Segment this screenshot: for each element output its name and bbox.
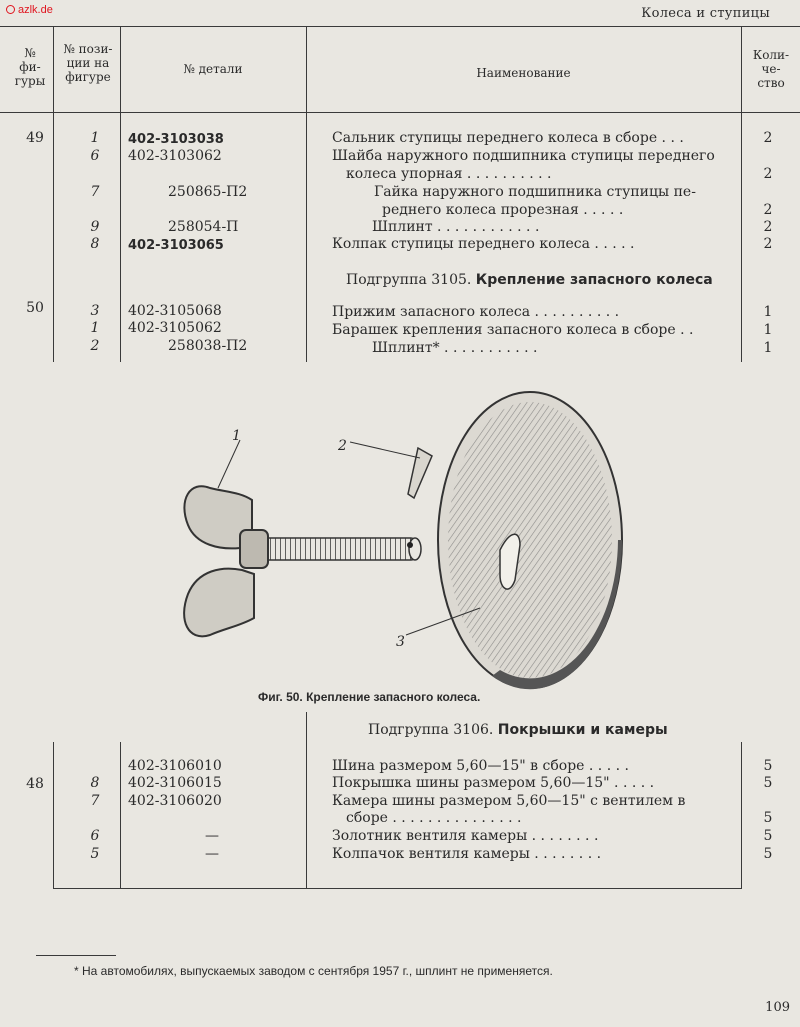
name-cell: Камера шины размером 5,60—15" с вентилем в — [332, 793, 686, 809]
subgroup-title: Покрышки и камеры — [497, 722, 668, 738]
spare-wheel-clamp-illustration — [170, 380, 650, 690]
pos-cell: 7 — [90, 184, 100, 200]
col-rule — [53, 742, 54, 888]
name-cell: Шплинт . . . . . . . . . . . . — [372, 219, 540, 235]
figure-number: 48 — [26, 776, 44, 792]
qty-cell: 5 — [763, 828, 773, 844]
th-name: Наименование — [476, 66, 571, 80]
subgroup-prefix: Подгруппа 3105. — [346, 272, 472, 288]
name-cell: Гайка наружного подшипника ступицы пе- — [374, 184, 696, 200]
subgroup-heading — [346, 272, 713, 288]
name-cell-cont: колеса упорная . . . . . . . . . . — [346, 166, 552, 182]
subgroup-prefix: Подгруппа 3106. — [368, 722, 494, 738]
footnote-rule — [36, 955, 116, 956]
qty-cell: 5 — [763, 758, 773, 774]
qty-cell: 1 — [763, 304, 773, 320]
subgroup-title: Крепление запасного колеса — [475, 272, 713, 288]
qty-cell: 5 — [763, 775, 773, 791]
figure-caption: Фиг. 50. Крепление запасного колеса. — [258, 690, 481, 704]
qty-cell: 1 — [763, 322, 773, 338]
figure-number: 49 — [26, 130, 44, 146]
pos-cell: 6 — [90, 148, 100, 164]
th-qty: Коли- че- ство — [752, 48, 790, 90]
qty-cell: 2 — [763, 236, 773, 252]
name-cell: Барашек крепления запасного колеса в сборе . . — [332, 322, 694, 338]
pos-cell: 3 — [90, 303, 100, 319]
part-cell: 402-3106010 — [128, 758, 222, 774]
name-cell: Сальник ступицы переднего колеса в сборе . . . — [332, 130, 684, 146]
th-position: № пози- ции на фигуре — [63, 42, 113, 84]
part-cell: 258054-П — [168, 219, 239, 235]
th-figure: № фи- гуры — [14, 46, 46, 88]
leader-line — [350, 442, 420, 458]
name-cell: Шплинт* . . . . . . . . . . . — [372, 340, 538, 356]
name-cell-cont: сборе . . . . . . . . . . . . . . . — [346, 810, 522, 826]
wing-bolt — [184, 486, 421, 636]
table-bottom-rule — [53, 888, 742, 889]
name-cell: Шина размером 5,60—15" в сборе . . . . . — [332, 758, 629, 774]
name-cell: Покрышка шины размером 5,60—15" . . . . . — [332, 775, 655, 791]
qty-cell: 2 — [763, 219, 773, 235]
qty-cell: 2 — [763, 130, 773, 146]
qty-cell: 5 — [763, 810, 773, 826]
pos-cell: 1 — [90, 130, 100, 146]
name-cell: Прижим запасного колеса . . . . . . . . . . — [332, 304, 620, 320]
pos-cell: 8 — [90, 236, 100, 252]
col-rule — [53, 26, 54, 112]
part-cell: 402-3103065 — [128, 238, 224, 253]
pos-cell: 5 — [90, 846, 100, 862]
pos-cell: 1 — [90, 320, 100, 336]
pos-cell: 2 — [90, 338, 100, 354]
watermark — [6, 4, 53, 16]
footnote: * На автомобилях, выпускаемых заводом с сентября 1957 г., шплинт не применяется. — [74, 964, 553, 978]
part-cell: 402-3103062 — [128, 148, 222, 164]
col-rule — [53, 112, 54, 362]
part-cell: — — [205, 846, 219, 862]
figure-label-3: 3 — [396, 634, 405, 650]
part-cell: — — [205, 828, 219, 844]
qty-cell: 2 — [763, 166, 773, 182]
part-cell: 402-3105062 — [128, 320, 222, 336]
pos-cell: 6 — [90, 828, 100, 844]
clamp-disc — [438, 392, 622, 689]
name-cell: Золотник вентиля камеры . . . . . . . . — [332, 828, 599, 844]
name-cell-cont: реднего колеса прорезная . . . . . — [382, 202, 624, 218]
watermark-text: azlk.de — [18, 4, 53, 16]
part-cell: 402-3103038 — [128, 132, 224, 147]
subgroup-heading — [368, 722, 668, 738]
figure-label-1: 1 — [232, 428, 241, 444]
col-rule — [741, 742, 742, 888]
part-cell: 258038-П2 — [168, 338, 248, 354]
qty-cell: 5 — [763, 846, 773, 862]
part-cell: 402-3105068 — [128, 303, 222, 319]
pos-cell: 8 — [90, 775, 100, 791]
name-cell: Колпак ступицы переднего колеса . . . . . — [332, 236, 635, 252]
part-cell: 250865-П2 — [168, 184, 248, 200]
header-bottom-rule — [0, 112, 800, 113]
figure-number: 50 — [26, 300, 44, 316]
qty-cell: 2 — [763, 202, 773, 218]
figure-label-2: 2 — [338, 438, 347, 454]
name-cell: Шайба наружного подшипника ступицы переднего — [332, 148, 715, 164]
running-header: Колеса и ступицы — [641, 6, 770, 21]
col-rule — [120, 742, 121, 888]
copyright-icon — [6, 5, 15, 14]
cotter-pin — [408, 448, 432, 498]
pos-cell: 7 — [90, 793, 100, 809]
pos-cell: 9 — [90, 219, 100, 235]
col-rule — [306, 712, 307, 888]
part-cell: 402-3106015 — [128, 775, 222, 791]
th-part: № детали — [183, 62, 243, 76]
leader-line — [218, 440, 240, 488]
part-cell: 402-3106020 — [128, 793, 222, 809]
page-number: 109 — [765, 1000, 790, 1015]
name-cell: Колпачок вентиля камеры . . . . . . . . — [332, 846, 602, 862]
qty-cell: 1 — [763, 340, 773, 356]
